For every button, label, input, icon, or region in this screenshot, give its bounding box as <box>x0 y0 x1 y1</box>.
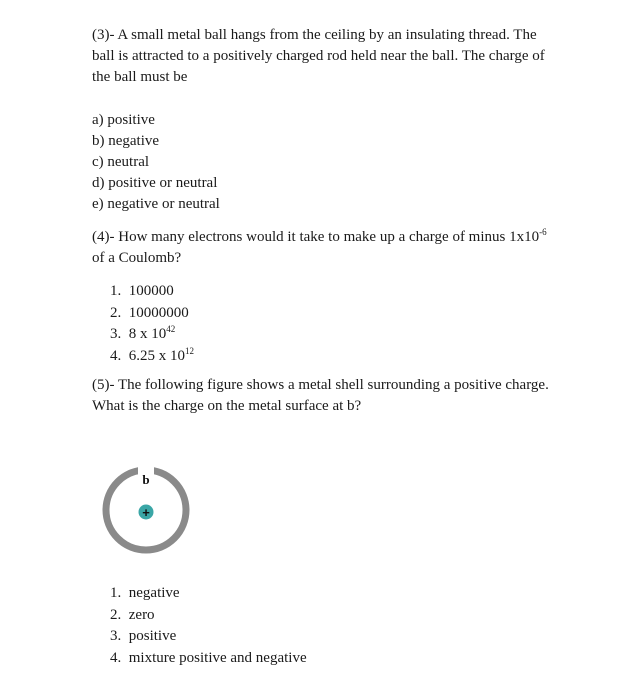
question-3-option-d: d) positive or neutral <box>92 175 218 191</box>
question-5-stem <box>92 375 592 417</box>
choice-number: 1. <box>110 585 122 601</box>
question-4-choice-2 <box>110 303 194 325</box>
question-3-option-b: b) negative <box>92 133 160 149</box>
question-5-line-2: What is the charge on the metal surface at b? <box>92 398 362 414</box>
question-3-line-2: ball is attracted to a positively charged rod held near the ball. The charge of <box>92 48 545 64</box>
question-4-line-1-text: (4)- How many electrons would it take to make up a charge of minus 1x10 <box>92 229 540 245</box>
choice-number: 3. <box>110 628 122 645</box>
question-3-options <box>92 110 220 215</box>
question-4-line-2: of a Coulomb? <box>92 250 182 266</box>
choice-number: 1. <box>110 283 122 299</box>
question-4-choice-4 <box>110 346 194 368</box>
question-4-exponent: -6 <box>539 227 547 237</box>
choice-text: 8 x 10 <box>128 326 167 343</box>
choice-number: 4. <box>110 649 122 666</box>
choice-text: 10000000 <box>128 304 189 321</box>
question-3-stem <box>92 25 592 88</box>
question-4-stem <box>92 227 592 269</box>
question-4-choice-1 <box>110 281 194 303</box>
choice-number: 4. <box>110 347 122 364</box>
question-5-line-1: (5)- The following figure shows a metal shell surrounding a positive charge. <box>92 377 549 393</box>
choice-number: 2. <box>110 606 122 623</box>
choice-text: negative <box>128 585 180 601</box>
positive-charge-icon: + <box>142 505 150 520</box>
metal-shell-figure <box>98 462 194 558</box>
choice-text: mixture positive and negative <box>128 649 307 666</box>
choice-text: 100000 <box>128 283 174 299</box>
question-4-line-1 <box>92 227 592 248</box>
choice-text: 6.25 x 10 <box>128 347 185 364</box>
question-5-choices <box>110 583 307 669</box>
question-3-line-3: the ball must be <box>92 69 188 85</box>
question-5-choice-4 <box>110 648 307 670</box>
question-3-option-a: a) positive <box>92 112 155 128</box>
question-5-choice-2 <box>110 605 307 627</box>
choice-exponent: 12 <box>185 345 194 356</box>
question-5-choice-1 <box>110 583 307 605</box>
choice-number: 3. <box>110 326 122 343</box>
metal-shell-svg <box>98 462 194 558</box>
choice-text: zero <box>128 606 155 623</box>
question-4-choices <box>110 281 194 367</box>
question-3-option-c: c) neutral <box>92 154 150 170</box>
question-3-option-e: e) negative or neutral <box>92 196 220 212</box>
choice-number: 2. <box>110 304 122 321</box>
question-5-choice-3 <box>110 626 307 648</box>
choice-exponent: 42 <box>166 324 176 335</box>
question-4-choice-3 <box>110 324 194 346</box>
question-3-line-1: (3)- A small metal ball hangs from the ceiling by an insulating thread. The <box>92 27 537 43</box>
surface-label-b: b <box>142 472 150 487</box>
choice-text: positive <box>128 628 177 645</box>
